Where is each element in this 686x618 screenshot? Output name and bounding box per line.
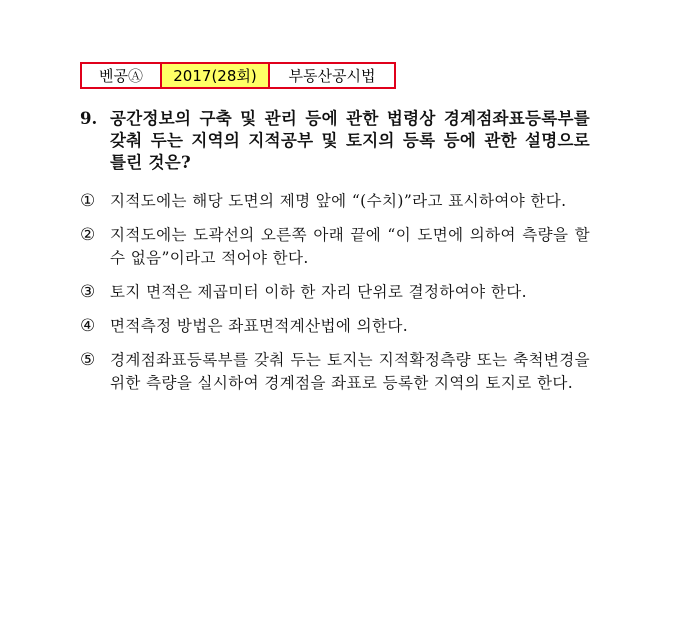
choice-marker: ⑤ bbox=[80, 350, 96, 370]
choice-text: 토지 면적은 제곱미터 이하 한 자리 단위로 결정하여야 한다. bbox=[110, 283, 527, 301]
choice-list bbox=[80, 190, 590, 406]
choice-marker: ① bbox=[80, 191, 96, 211]
question-text: 공간정보의 구축 및 관리 등에 관한 법령상 경계점좌표등록부를 갖춰 두는 지역의 지적공부 및 토지의 등록 등에 관한 설명으로 틀린 것은? bbox=[110, 109, 590, 172]
choice-5[interactable] bbox=[80, 349, 590, 395]
choice-marker: ③ bbox=[80, 282, 96, 302]
question-stem bbox=[80, 108, 590, 174]
choice-4[interactable] bbox=[80, 315, 590, 338]
question-number: 9. bbox=[80, 109, 98, 128]
law-name-label: 부동산공시법 bbox=[288, 67, 376, 85]
exam-round-label: 2017(28회) bbox=[160, 64, 270, 87]
choice-text: 경계점좌표등록부를 갖춰 두는 토지는 지적확정측량 또는 축척변경을 위한 측량을 실시하여 경계점을 좌표로 등록한 지역의 토지로 한다. bbox=[110, 351, 590, 392]
choice-text: 지적도에는 해당 도면의 제명 앞에 “(수치)”라고 표시하여야 한다. bbox=[110, 192, 567, 210]
choice-3[interactable] bbox=[80, 281, 590, 304]
choice-2[interactable] bbox=[80, 224, 590, 270]
subject-label: 벤공Ⓐ bbox=[99, 67, 143, 85]
choice-text: 면적측정 방법은 좌표면적계산법에 의한다. bbox=[110, 317, 409, 335]
choice-text: 지적도에는 도곽선의 오른쪽 아래 끝에 “이 도면에 의하여 측량을 할 수 없음”이라고 적어야 한다. bbox=[110, 226, 590, 267]
choice-1[interactable] bbox=[80, 190, 590, 213]
exam-header bbox=[80, 62, 396, 89]
choice-marker: ② bbox=[80, 225, 96, 245]
choice-marker: ④ bbox=[80, 316, 96, 336]
